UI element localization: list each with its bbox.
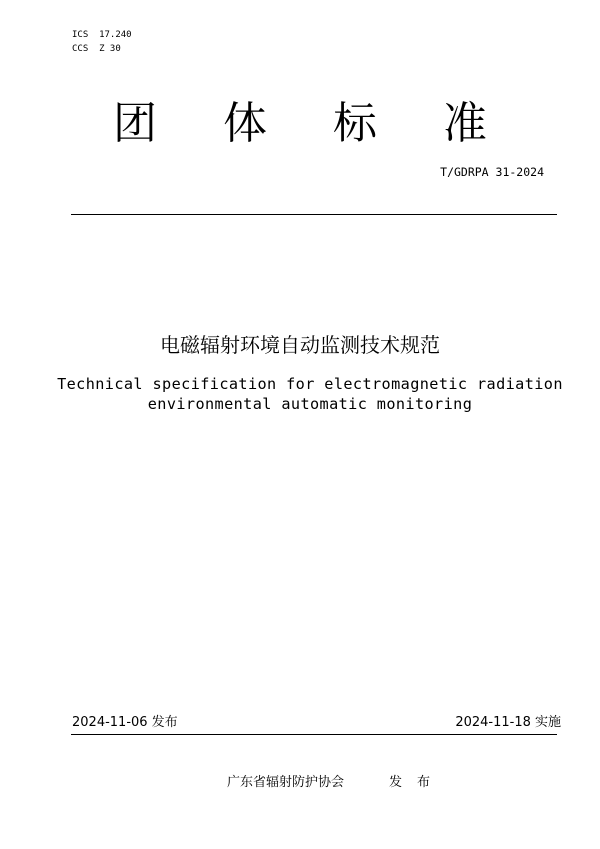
publisher-name: 广东省辐射防护协会 [227, 775, 345, 790]
ics-code: ICS 17.240 [72, 30, 132, 40]
footer-divider [71, 734, 557, 735]
issue-date: 2024-11-06 发布 [72, 715, 178, 730]
header-divider [71, 214, 557, 215]
publish-label: 发布 [389, 775, 446, 790]
title-chinese: 电磁辐射环境自动监测技术规范 [160, 333, 440, 357]
implementation-date: 2024-11-18 实施 [455, 715, 561, 730]
ccs-code: CCS Z 30 [72, 44, 121, 54]
document-type-heading: 团体标准 [113, 98, 553, 149]
standard-number: T/GDRPA 31-2024 [440, 165, 544, 179]
title-english: Technical specification for electromagnetic radiation environmental automatic monitoring [57, 375, 563, 413]
